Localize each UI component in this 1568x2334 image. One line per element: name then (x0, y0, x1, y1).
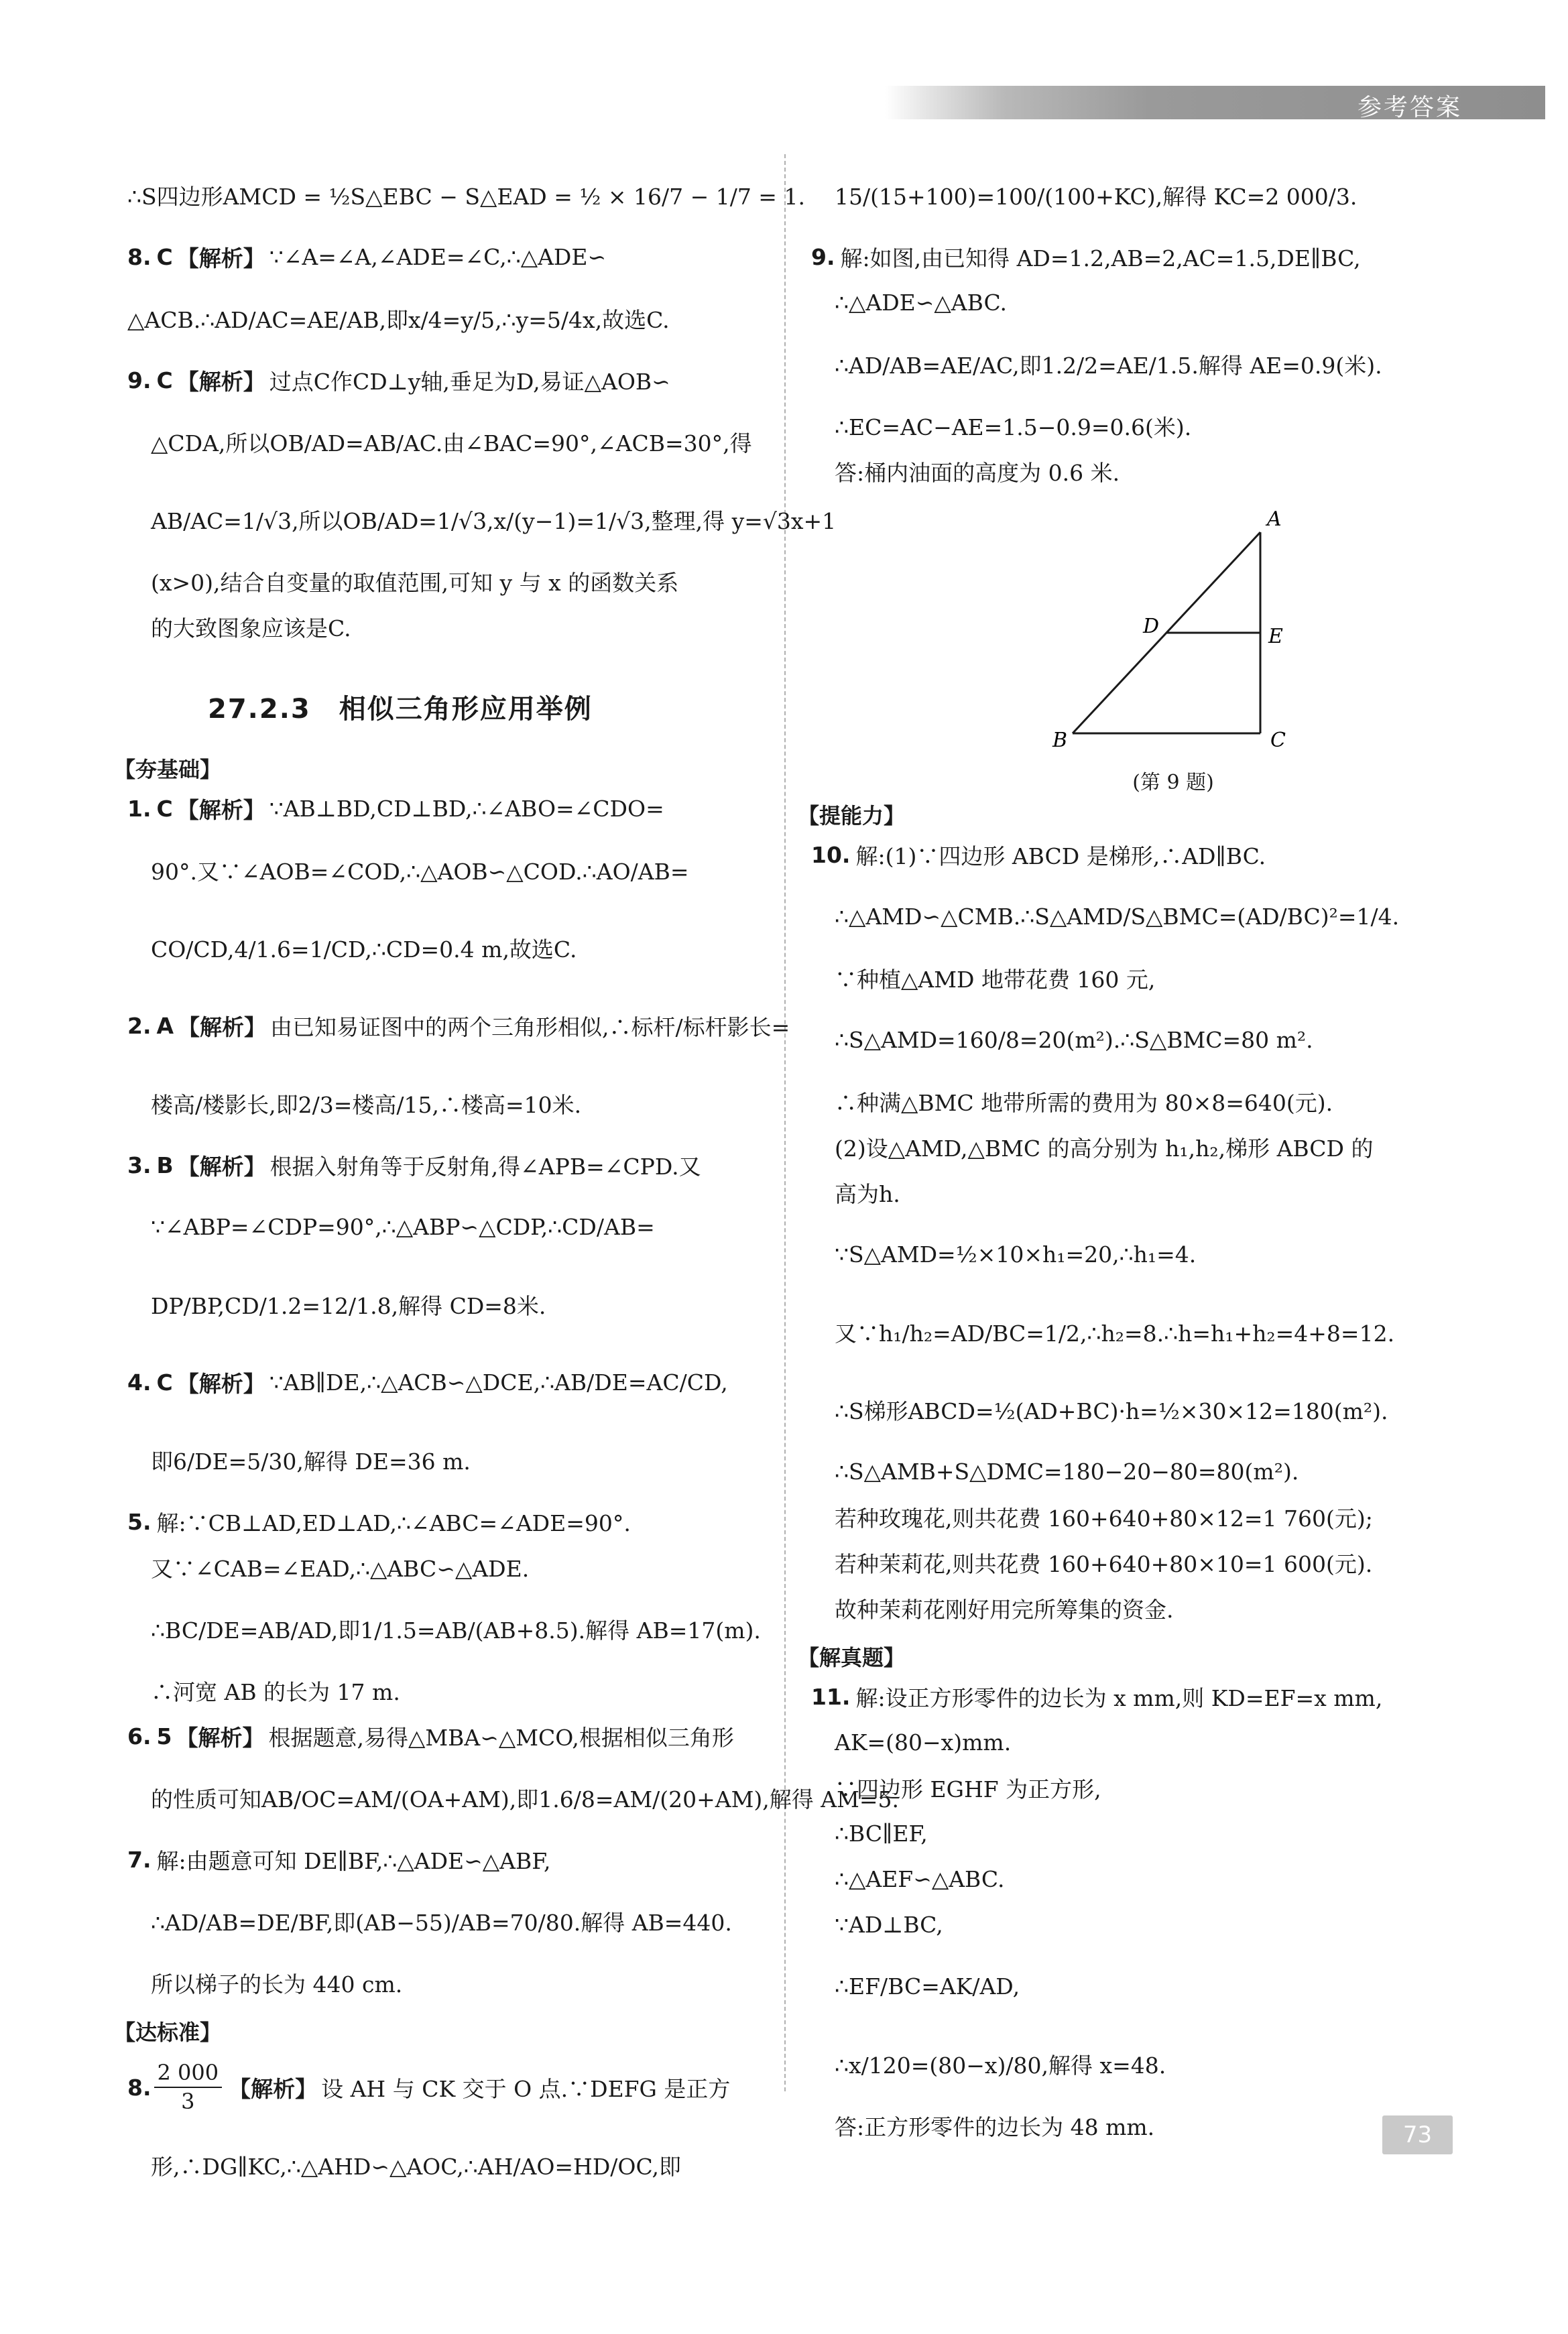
answer-7-line1 (127, 1839, 764, 1880)
answer-1-line3 (127, 911, 764, 985)
analysis-tag: 【解析】 (178, 1014, 267, 1040)
answer-5-line3 (127, 1592, 764, 1666)
answer-10-line9 (811, 1295, 1545, 1369)
answer-7-line3 (127, 1962, 764, 2004)
answer-2-line1 (127, 989, 790, 1062)
answer-9r-line2 (811, 282, 1545, 323)
analysis-tag: 【解析】 (177, 1153, 266, 1180)
answer-10-line2 (811, 879, 1545, 953)
solution-text: ∴BC/DE=AB/AD,即1/1.5=AB/(AB+8.5).解得 AB=17(m). (151, 1617, 761, 1644)
page-number: 73 (1382, 2115, 1453, 2154)
answer-3-line1 (127, 1144, 764, 1186)
answer-9r-line5 (811, 450, 1545, 492)
solution-text: ∴BC∥EF, (835, 1820, 928, 1847)
answer-1-line2 (127, 833, 764, 907)
figure-caption: (第 9 题) (1132, 771, 1214, 794)
answer-choice: C (156, 243, 173, 270)
solution-text: ∴EC=AC−AE=1.5−0.9=0.6(米). (835, 414, 1192, 440)
answer-8b-line2 (127, 2128, 764, 2202)
solution-text: 解:∵CB⊥AD,ED⊥AD,∴∠ABC=∠ADE=90°. (156, 1510, 631, 1536)
analysis-tag: 【解析】 (229, 2075, 318, 2102)
label-c: C (1270, 729, 1286, 752)
answer-9r-line4 (811, 405, 1545, 446)
answer-10-line1 (811, 834, 1545, 875)
analysis-text: 根据题意,易得△MBA∽△MCO,根据相似三角形 (268, 1724, 734, 1751)
answer-7-line2 (127, 1884, 764, 1958)
analysis-text: ∵AB⊥BD,CD⊥BD,∴∠ABO=∠CDO= (269, 795, 664, 822)
answer-5-line1 (127, 1501, 764, 1542)
question-number: 4. (127, 1369, 152, 1396)
question-number: 5. (127, 1508, 152, 1535)
answer-8-line2 (127, 282, 764, 355)
solution-text: ∴河宽 AB 的长为 17 m. (151, 1678, 400, 1705)
solution-text: 解:(1)∵四边形 ABCD 是梯形,∴AD∥BC. (855, 843, 1266, 869)
solution-text: ∴△AMD∽△CMB.∴S△AMD/S△BMC=(AD/BC)²=1/4. (835, 903, 1400, 930)
answer-choice: C (156, 795, 173, 822)
answer-10-line8 (811, 1217, 1545, 1291)
question-number: 3. (127, 1152, 152, 1178)
answer-4-line1 (127, 1345, 764, 1419)
label-a: A (1267, 507, 1282, 531)
question-number: 9. (127, 367, 152, 393)
analysis-text: CO/CD,4/1.6=1/CD,∴CD=0.4 m,故选C. (151, 936, 577, 963)
analysis-text: ∵∠ABP=∠CDP=90°,∴△ABP∽△CDP,∴CD/AB= (151, 1213, 655, 1240)
answer-fraction: $\frac{2 000}{3}$ (154, 2061, 223, 2113)
question-number: 8. (127, 2074, 152, 2101)
solution-text: ∴AD/AB=AE/AC,即1.2/2=AE/1.5.解得 AE=0.9(米). (835, 352, 1382, 379)
analysis-text: 过点C作CD⊥y轴,垂足为D,易证△AOB∽ (269, 368, 670, 395)
solution-text: ∵种植△AMD 地带花费 160 元, (835, 966, 1156, 993)
question-number: 1. (127, 795, 152, 822)
analysis-tag: 【解析】 (176, 368, 265, 395)
solution-text: 高为h. (835, 1180, 900, 1207)
answer-1-line1 (127, 788, 764, 829)
question-number: 10. (811, 841, 851, 868)
answer-3-line2 (127, 1190, 764, 1264)
answer-10-line14 (811, 1587, 1545, 1629)
solution-text: 若种玫瑰花,则共花费 160+640+80×12=1 760(元); (835, 1505, 1373, 1532)
answer-11-line6 (811, 1904, 1545, 1945)
label-b: B (1052, 729, 1068, 752)
answer-10-line4 (811, 1003, 1545, 1077)
answer-10-line10 (811, 1373, 1545, 1447)
right-column (798, 154, 1545, 2150)
answer-10-line11 (811, 1451, 1545, 1492)
analysis-text: 由已知易证图中的两个三角形相似,∴标杆/标杆影长= (270, 1014, 790, 1040)
analysis-tag: 【解析】 (176, 796, 265, 823)
answer-11-line5 (811, 1858, 1545, 1900)
analysis-tag: 【解析】 (176, 1724, 265, 1751)
analysis-text: (x>0),结合自变量的取值范围,可知 y 与 x 的函数关系 (151, 569, 679, 596)
answer-9-line3 (127, 483, 837, 556)
answer-8-line1 (127, 236, 764, 278)
section-tag-basic: 【夯基础】 (114, 757, 222, 782)
answer-6-line1 (127, 1715, 764, 1757)
solution-text: ∴S△AMB+S△DMC=180−20−80=80(m²). (835, 1458, 1299, 1485)
solution-text: ∴EF/BC=AK/AD, (835, 1973, 1020, 2000)
line-area-result (127, 158, 805, 232)
solution-text: ∴S梯形ABCD=½(AD+BC)·h=½×30×12=180(m²). (835, 1398, 1388, 1424)
answer-9r-line3 (811, 327, 1545, 401)
analysis-text: 根据入射角等于反射角,得∠APB=∠CPD.又 (269, 1153, 701, 1180)
answer-11-line4 (811, 1813, 1545, 1854)
answer-9-line4 (127, 560, 764, 602)
solution-text: 解:由题意可知 DE∥BF,∴△ADE∽△ABF, (156, 1847, 551, 1874)
analysis-text: ∵∠A=∠A,∠ADE=∠C,∴△ADE∽ (269, 243, 607, 270)
answer-10-line3 (811, 957, 1545, 999)
answer-5-line4 (127, 1670, 764, 1711)
solution-text: ∴种满△BMC 地带所需的费用为 80×8=640(元). (835, 1089, 1333, 1116)
analysis-text: ∵AB∥DE,∴△ACB∽△DCE,∴AB/DE=AC/CD, (269, 1369, 728, 1396)
analysis-text: 形,∴DG∥KC,∴△AHD∽△AOC,∴AH/AO=HD/OC,即 (151, 2153, 682, 2180)
question-number: 2. (127, 1012, 152, 1039)
answer-9r-line1 (811, 236, 1545, 278)
solution-text: ∵四边形 EGHF 为正方形, (835, 1776, 1101, 1802)
triangle-figure (1032, 505, 1314, 794)
question-number: 6. (127, 1723, 152, 1749)
answer-6-line2 (127, 1761, 900, 1835)
question-number: 8. (127, 243, 152, 270)
answer-choice: A (156, 1012, 174, 1039)
question-number: 9. (811, 243, 835, 270)
solution-text: 故种茉莉花刚好用完所筹集的资金. (835, 1596, 1174, 1623)
section-tag-real: 【解真题】 (798, 1645, 906, 1670)
solution-text: 答:桶内油面的高度为 0.6 米. (835, 459, 1120, 486)
question-number: 7. (127, 1846, 152, 1873)
analysis-text: 设 AH 与 CK 交于 O 点.∵DEFG 是正方 (321, 2075, 731, 2102)
solution-text: (2)设△AMD,△BMC 的高分别为 h₁,h₂,梯形 ABCD 的 (835, 1135, 1374, 1162)
answer-8b-line1 (127, 2050, 764, 2124)
analysis-text: DP/BP,CD/1.2=12/1.8,解得 CD=8米. (151, 1292, 546, 1319)
line-kc-result (811, 158, 1545, 232)
answer-choice: C (156, 367, 173, 393)
answer-11-line7 (811, 1949, 1545, 2023)
answer-3-line3 (127, 1268, 764, 1341)
solution-text: 所以梯子的长为 440 cm. (151, 1971, 403, 1998)
answer-11-line8 (811, 2027, 1545, 2101)
answer-10-line5 (811, 1081, 1545, 1122)
solution-text: 解:如图,由已知得 AD=1.2,AB=2,AC=1.5,DE∥BC, (840, 245, 1361, 271)
section-tag-improve: 【提能力】 (798, 803, 906, 828)
solution-text: ∴△AEF∽△ABC. (835, 1865, 1005, 1892)
answer-10-line12 (811, 1496, 1545, 1538)
answer-choice: 5 (156, 1723, 172, 1749)
analysis-text: 90°.又∵∠AOB=∠COD,∴△AOB∽△COD.∴AO/AB= (151, 858, 689, 885)
solution-text: 若种茉莉花,则共花费 160+640+80×10=1 600(元). (835, 1550, 1373, 1577)
answer-9-line2 (127, 405, 764, 479)
equation: ∴S四边形AMCD = ½S△EBC − S△EAD = ½ × 16/7 − 1/7 = 1. (127, 183, 805, 210)
solution-text: ∵S△AMD=½×10×h₁=20,∴h₁=4. (835, 1241, 1197, 1268)
solution-text: 答:正方形零件的边长为 48 mm. (835, 2113, 1155, 2140)
answer-9-line5 (127, 606, 764, 648)
analysis-text: AB/AC=1/√3,所以OB/AD=1/√3,x/(y−1)=1/√3,整理,得 y=√3x+1 (151, 507, 837, 534)
analysis-text: 楼高/楼影长,即2/3=楼高/15,∴楼高=10米. (151, 1091, 582, 1118)
analysis-text: 的大致图象应该是C. (151, 615, 351, 641)
answer-10-line6 (811, 1126, 1545, 1168)
analysis-text: △CDA,所以OB/AD=AB/AC.由∠BAC=90°,∠ACB=30°,得 (151, 430, 752, 456)
answer-11-line3 (811, 1767, 1545, 1808)
question-number: 11. (811, 1683, 851, 1710)
solution-text: 又∵h₁/h₂=AD/BC=1/2,∴h₂=8.∴h=h₁+h₂=4+8=12. (835, 1320, 1395, 1347)
solution-text: ∴S△AMD=160/8=20(m²).∴S△BMC=80 m². (835, 1026, 1313, 1053)
solution-text: ∵AD⊥BC, (835, 1911, 943, 1938)
solution-text: ∴x/120=(80−x)/80,解得 x=48. (835, 2052, 1166, 2079)
section-tag-standard: 【达标准】 (114, 2020, 222, 2045)
answer-9-line1 (127, 359, 764, 401)
analysis-text: 的性质可知AB/OC=AM/(OA+AM),即1.6/8=AM/(20+AM),解得 AM=5. (151, 1786, 900, 1813)
analysis-tag: 【解析】 (176, 1370, 265, 1397)
analysis-text: 即6/DE=5/30,解得 DE=36 m. (151, 1448, 471, 1475)
answer-10-line7 (811, 1172, 1545, 1213)
answer-choice: C (156, 1369, 173, 1396)
label-d: D (1143, 615, 1160, 638)
answer-10-line13 (811, 1542, 1545, 1583)
equation: 15/(15+100)=100/(100+KC),解得 KC=2 000/3. (835, 183, 1358, 210)
solution-text: 解:设正方形零件的边长为 x mm,则 KD=EF=x mm, (855, 1684, 1383, 1711)
analysis-text: △ACB.∴AD/AC=AE/AB,即x/4=y/5,∴y=5/4x,故选C. (127, 306, 670, 333)
solution-text: 又∵∠CAB=∠EAD,∴△ABC∽△ADE. (151, 1555, 530, 1582)
answer-11-line2 (811, 1721, 1545, 1763)
solution-text: ∴AD/AB=DE/BF,即(AB−55)/AB=70/80.解得 AB=440. (151, 1909, 732, 1936)
answer-4-line2 (127, 1423, 764, 1497)
solution-text: AK=(80−x)mm. (835, 1729, 1012, 1756)
analysis-tag: 【解析】 (176, 245, 265, 271)
header-section-title: 参考答案 (1358, 94, 1463, 121)
answer-choice: B (156, 1152, 174, 1178)
answer-11-line1 (811, 1676, 1545, 1717)
answer-2-line2 (127, 1066, 764, 1140)
section-title: 27.2.3 相似三角形应用举例 (208, 694, 593, 725)
label-e: E (1268, 625, 1283, 648)
answer-5-line2 (127, 1546, 764, 1588)
triangle-diagram (1032, 505, 1314, 760)
solution-text: ∴△ADE∽△ABC. (835, 289, 1008, 316)
